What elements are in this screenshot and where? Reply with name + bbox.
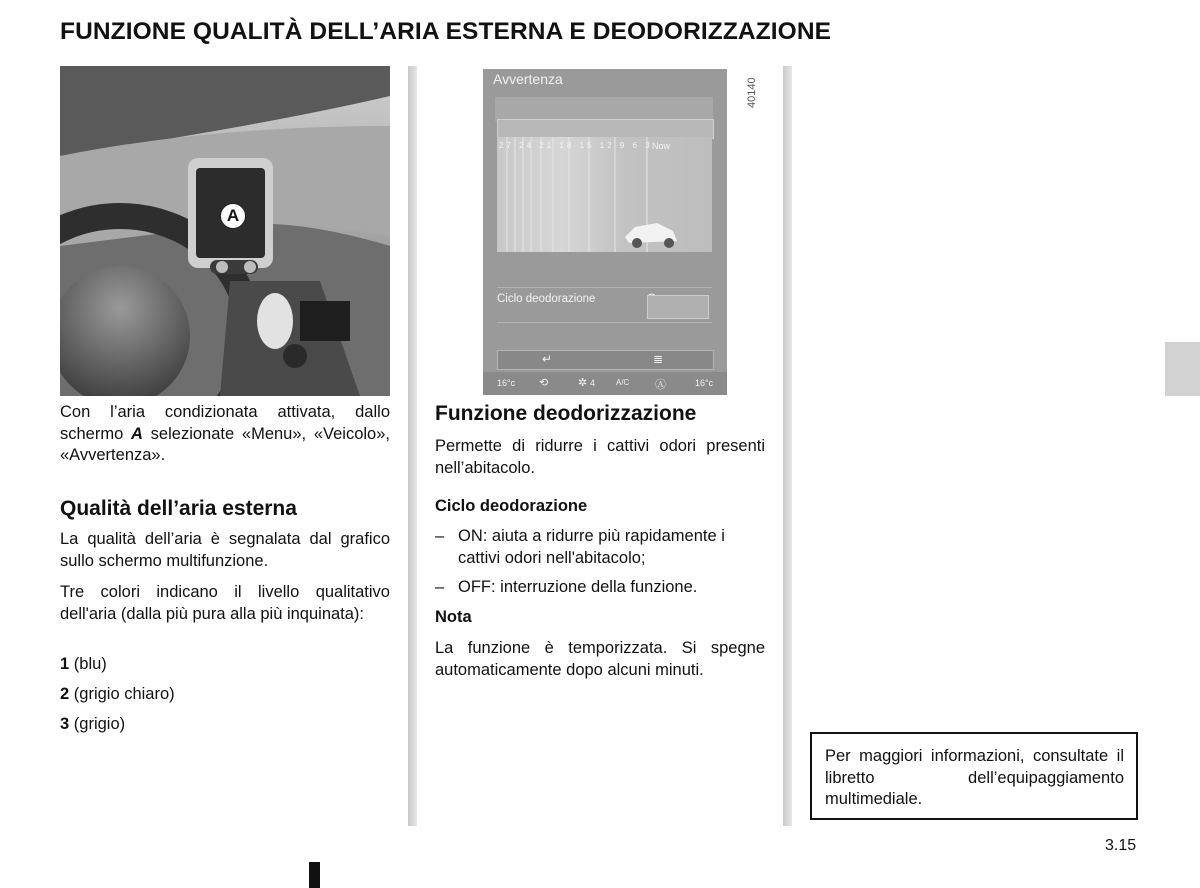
fan-level: 4 — [590, 378, 596, 388]
graph-tick-label: 27 — [499, 141, 514, 150]
screen-graph-header — [497, 119, 714, 139]
column-separator-right — [783, 66, 792, 826]
air-quality-paragraph-2: Tre colori indicano il livello qualitativo dell'aria (dalla più pura alla più inquinata): — [60, 583, 390, 623]
screen-header: Avvertenza — [493, 71, 563, 87]
subheading-cycle: Ciclo deodorazione — [435, 497, 588, 515]
screen-header-bar — [495, 97, 713, 121]
page-title: FUNZIONE QUALITÀ DELL’ARIA ESTERNA E DEODORIZZAZIONE — [60, 18, 832, 45]
section-heading-air-quality: Qualità dell’aria esterna — [60, 497, 297, 520]
air-quality-graph — [497, 137, 712, 252]
intro-paragraph — [60, 402, 390, 467]
screen-bottom-buttons — [497, 350, 714, 370]
level-item-2 — [60, 684, 175, 706]
dashboard-illustration — [60, 66, 390, 396]
level-label: (blu) — [73, 655, 107, 673]
intro-text-end: selezionate «Menu», «Veicolo», «Avvertenza». — [60, 424, 390, 464]
figure-number-right: 40140 — [746, 77, 758, 108]
graph-tick-label: 21 — [539, 141, 555, 150]
deodorization-row[interactable] — [497, 287, 712, 323]
back-button[interactable]: ↵ — [542, 352, 553, 366]
cycle-option-off — [435, 577, 765, 599]
graph-tick-label: 9 — [619, 141, 628, 150]
air-quality-paragraph-1: La qualità dell’aria è segnalata dal grafico sullo schermo multifunzione. — [60, 530, 390, 570]
level-number: 3 — [60, 715, 70, 733]
list-dash: – — [435, 578, 445, 596]
list-item-text: ON: aiuta a ridurre più rapidamente i cattivi odori nell'abitacolo; — [458, 527, 725, 567]
list-item-text: OFF: interruzione della funzione. — [458, 578, 698, 596]
menu-button[interactable]: ≣ — [653, 352, 664, 366]
dashboard-drawing — [60, 66, 390, 396]
level-number: 2 — [60, 685, 70, 703]
graph-tick-labels — [499, 141, 653, 150]
graph-tick-label: 6 — [632, 141, 640, 150]
deodorization-paragraph: Permette di ridurre i cattivi odori presenti nell’abitacolo. — [435, 437, 765, 477]
multimedia-screen-image — [483, 69, 727, 395]
level-label: (grigio chiaro) — [73, 685, 175, 703]
chapter-tab — [1165, 342, 1200, 396]
note-paragraph: La funzione è temporizzata. Si spegne automaticamente dopo alcuni minuti. — [435, 639, 765, 679]
graph-grid — [497, 137, 712, 252]
level-item-1 — [60, 654, 107, 676]
deodorization-toggle[interactable] — [647, 295, 709, 319]
subheading-note: Nota — [435, 608, 472, 626]
graph-tick-label: 18 — [559, 141, 575, 150]
callout-marker-a: A — [220, 203, 246, 229]
graph-now-label: Now — [652, 141, 671, 151]
fan-icon[interactable]: ✲ — [578, 377, 588, 389]
level-number: 1 — [60, 655, 70, 673]
graph-tick-label: 15 — [579, 141, 595, 150]
temp-left[interactable]: 16°c — [497, 378, 516, 388]
ac-button[interactable]: A/C — [616, 378, 630, 387]
cycle-option-on — [435, 526, 765, 569]
print-mark — [309, 862, 320, 888]
graph-tick-label: 3 — [645, 141, 653, 150]
list-dash: – — [435, 527, 445, 545]
cycle-options-list — [435, 526, 765, 599]
level-label: (grigio) — [73, 715, 126, 733]
recirculation-icon[interactable]: ⟲ — [539, 377, 549, 389]
climate-status-bar — [483, 372, 727, 395]
column-separator-left — [408, 66, 417, 826]
intro-marker: A — [131, 424, 143, 443]
graph-tick-label: 12 — [599, 141, 615, 150]
graph-tick-label: 24 — [519, 141, 535, 150]
info-box: Per maggiori informazioni, consultate il libretto dell’equipaggiamento multimediale. — [810, 732, 1138, 820]
auto-icon[interactable]: Ⓐ — [655, 379, 666, 391]
section-heading-deodorization: Funzione deodorizzazione — [435, 402, 697, 425]
intro-text: Con l’aria condizionata attivata, dallo schermo — [60, 403, 390, 443]
page-number: 3.15 — [1105, 837, 1137, 854]
deodorization-row-label: Ciclo deodorazione — [497, 293, 596, 305]
temp-right[interactable]: 16°c — [695, 378, 714, 388]
level-item-3 — [60, 714, 125, 736]
